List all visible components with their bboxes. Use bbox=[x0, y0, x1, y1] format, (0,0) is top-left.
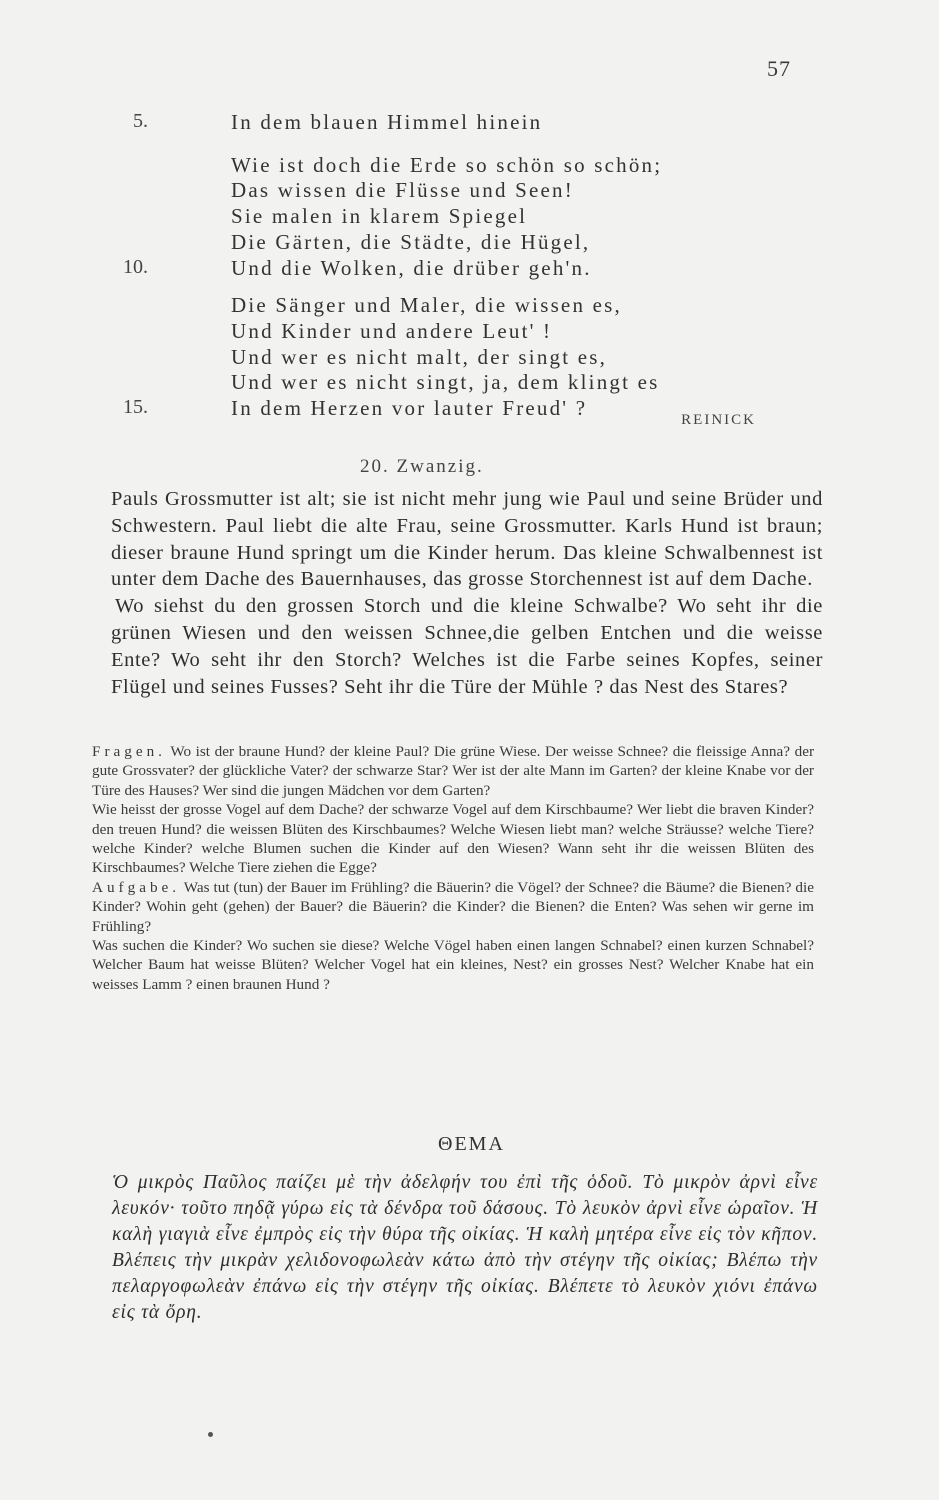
prose-block bbox=[111, 486, 823, 700]
questions-block bbox=[92, 742, 814, 994]
fragen-paragraph bbox=[92, 742, 814, 800]
aufgabe-paragraph bbox=[92, 878, 814, 936]
poem-line: Die Sänger und Maler, die wissen es, bbox=[231, 293, 622, 317]
fragen-text: Wo ist der braune Hund? der kleine Paul? Die grüne Wiese. Der weisse Schnee? die fleissige Anna? der gute Grossvater? der glückliche Vater? der schwarze Star? Wer ist der alte Mann im Garten? der kleine Knabe vor der Türe des Hauses? Wer sind die jungen Mädchen vor dem Garten? bbox=[92, 743, 814, 799]
poem-line: In dem blauen Himmel hinein bbox=[231, 110, 543, 134]
aufgabe-label: Aufgabe. bbox=[92, 878, 181, 896]
poem-line: In dem Herzen vor lauter Freud' ? bbox=[231, 396, 588, 420]
prose-paragraph: Pauls Grossmutter ist alt; sie ist nicht mehr jung wie Paul und seine Brüder und Schwestern. Paul liebt die alte Frau, seine Grossmutter. Karls Hund ist braun; dieser braune Hund springt um die Kinder herum. Das kleine Schwalbennest ist unter dem Dache des Bauernhauses, das grosse Storchennest ist auf dem Dache. bbox=[111, 488, 823, 591]
aufgabe-text: Was tut (tun) der Bauer im Frühling? die Bäuerin? die Vögel? der Schnee? die Bäume? die Bienen? die Kinder? Wohin geht (gehen) der Bauer? die Bäuerin? die Kinder? die Bienen? die Enten? Was sehen wir gerne im Frühling? bbox=[92, 878, 814, 935]
poem-line: Und Kinder und andere Leut' ! bbox=[231, 319, 553, 343]
poem-line: Wie ist doch die Erde so schön so schön; bbox=[231, 153, 663, 177]
line-number-10: 10. bbox=[123, 256, 148, 278]
poem-line: Und wer es nicht singt, ja, dem klingt es bbox=[231, 370, 660, 394]
greek-block bbox=[112, 1170, 818, 1326]
poem-line: Und wer es nicht malt, der singt es, bbox=[231, 345, 608, 369]
ink-speck bbox=[208, 1432, 213, 1437]
greek-title: ΘΕΜΑ bbox=[438, 1133, 505, 1155]
line-number-15: 15. bbox=[123, 396, 148, 418]
fragen-paragraph-2: Wie heisst der grosse Vogel auf dem Dache? der schwarze Vogel auf dem Kirschbaume? Wer liebt die braven Kinder? den treuen Hund? die weissen Blüten des Kirschbaumes? Welche Wiesen liebt man? welche Sträusse? welche Tiere? welche Kinder? welche Blumen suchen die Kinder auf den Wiesen? Wann seht ihr die weissen Blüten des Kirschbaumes? Welche Tiere ziehen die Egge? bbox=[92, 801, 814, 877]
poem-line: Sie malen in klarem Spiegel bbox=[231, 204, 528, 228]
line-number-5: 5. bbox=[133, 110, 148, 132]
greek-paragraph: Ὁ μικρὸς Παῦλος παίζει μὲ τὴν ἀδελφήν του ἐπὶ τῆς ὁδοῦ. Τὸ μικρὸν ἀρνὶ εἶνε λευκόν· τοῦτο πηδᾷ γύρω εἰς τὰ δένδρα τοῦ δάσους. Τὸ λευκὸν ἀρνὶ εἶνε ὡραῖον. Ἡ καλὴ γιαγιὰ εἶνε ἐμπρὸς εἰς τὴν θύρα τῆς οἰκίας. Ἡ καλὴ μητέρα εἶνε εἰς τὸν κῆπον. Βλέπεις τὴν μικρὰν χελιδονοφωλεὰν κάτω ἀπὸ τὴν στέγην τῆς οἰκίας; Βλέπω τὴν πελαργοφωλεὰν ἐπάνω εἰς τὴν στέγην τῆς οἰκίας. Βλέπετε τὸ λευκὸν χιόνι ἐπάνω εἰς τὰ ὄρη. bbox=[112, 1172, 818, 1323]
poem-line: Die Gärten, die Städte, die Hügel, bbox=[231, 230, 591, 254]
fragen-label: Fragen. bbox=[92, 743, 166, 760]
prose-paragraph: Wo siehst du den grossen Storch und die kleine Schwalbe? Wo seht ihr die grünen Wiesen und den weissen Schnee,die gelben Entchen und die weisse Ente? Wo seht ihr den Storch? Welches ist die Farbe seines Kopfes, seiner Flügel und seines Fusses? Seht ihr die Türe der Mühle ? das Nest des Stares? bbox=[111, 595, 823, 698]
poem-attribution: REINICK bbox=[681, 412, 756, 428]
page-number: 57 bbox=[767, 56, 791, 81]
poem-line: Das wissen die Flüsse und Seen! bbox=[231, 178, 574, 202]
poem-line: Und die Wolken, die drüber geh'n. bbox=[231, 256, 592, 280]
section-title: 20. Zwanzig. bbox=[360, 456, 484, 477]
aufgabe-paragraph-2: Was suchen die Kinder? Wo suchen sie diese? Welche Vögel haben einen langen Schnabel? einen kurzen Schnabel? Welcher Baum hat weisse Blüten? Welcher Vogel hat ein kleines, Nest? ein grosses Nest? Welcher Knabe hat ein weisses Lamm ? einen braunen Hund ? bbox=[92, 937, 814, 993]
